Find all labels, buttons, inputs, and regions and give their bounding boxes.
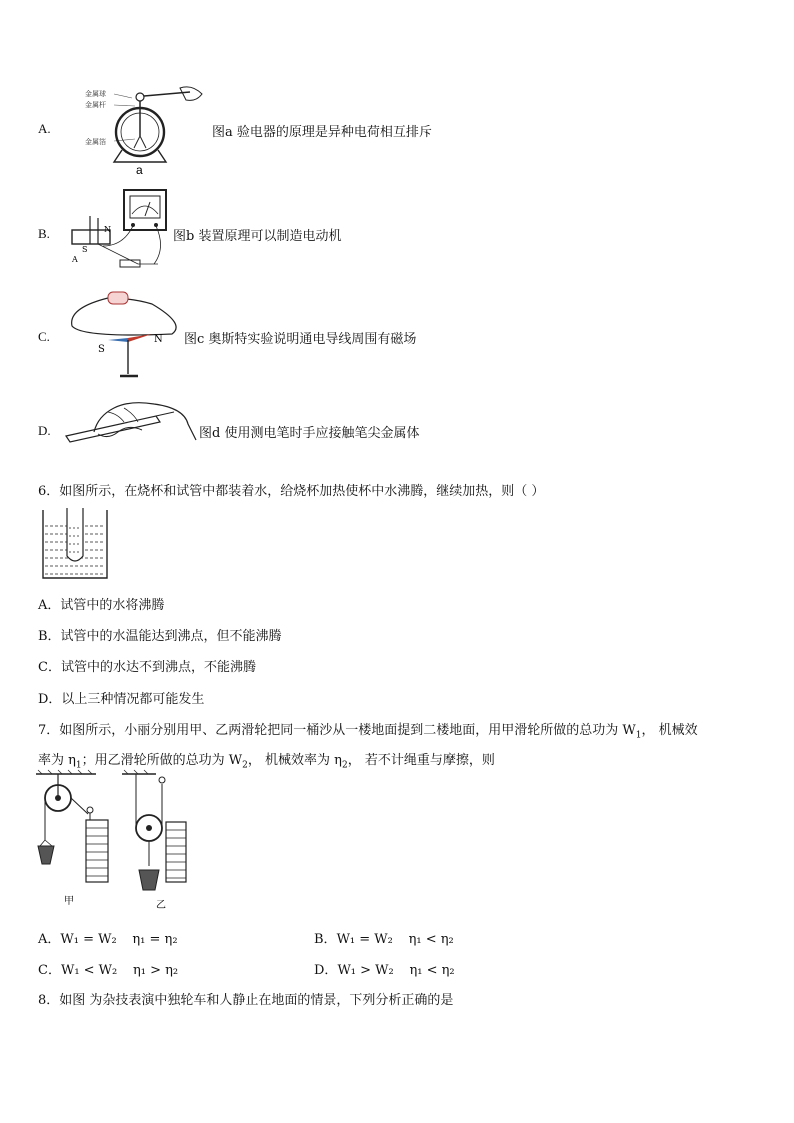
- pulley-figure-yi: [122, 770, 194, 910]
- oersted-figure: [68, 284, 184, 384]
- q7-stem-line2: 率为 $\eta_1$；用乙滑轮所做的总功为 $W_2$， 机械效率为 $\eta_2$， 若不计绳重与摩擦，则: [38, 753, 495, 771]
- fig-a-label-ball: 金属球: [85, 90, 106, 98]
- option-b-letter: B.: [38, 226, 50, 241]
- option-a-letter: A.: [38, 121, 51, 136]
- option-b-caption: 图b 装置原理可以制造电动机: [173, 229, 342, 244]
- q6-option-c: C．试管中的水达不到沸点，不能沸腾: [38, 660, 256, 675]
- q6-option-d: D．以上三种情况都可能发生: [38, 692, 205, 707]
- q6-option-b: B．试管中的水温能达到沸点，但不能沸腾: [38, 629, 282, 644]
- fig-a-caption: a: [136, 163, 143, 177]
- option-d-caption: 图d 使用测电笔时手应接触笔尖金属体: [199, 426, 420, 441]
- option-c-letter: C.: [38, 329, 50, 344]
- fig-b-label-a: A: [72, 255, 78, 264]
- electroscope-figure: [80, 84, 210, 176]
- q7-option-b: B．W₁ = W₂ η₁ < η₂: [314, 932, 454, 947]
- fig-a-label-rod: 金属杆: [85, 101, 106, 109]
- option-d-letter: D.: [38, 423, 51, 438]
- q7-option-d: D．W₁ > W₂ η₁ < η₂: [314, 963, 455, 978]
- fig-b-label-s: S: [82, 245, 88, 254]
- fig-jia-label: 甲: [64, 896, 74, 907]
- fig-b-label-n: N: [104, 225, 111, 234]
- beaker-testtube-figure: [40, 508, 110, 580]
- q7-option-c: C．W₁ < W₂ η₁ > η₂: [38, 963, 179, 978]
- q7-stem-line1: 7．如图所示，小丽分别用甲、乙两滑轮把同一桶沙从一楼地面提到二楼地面，用甲滑轮所做的总功为 $W_1$， 机械效: [38, 723, 698, 741]
- test-pen-figure: [64, 400, 200, 446]
- fig-a-label-foil: 金属箔: [85, 138, 106, 146]
- q6-stem: 6．如图所示，在烧杯和试管中都装着水，给烧杯加热使杯中水沸腾，继续加热，则（ ）: [38, 484, 545, 499]
- q6-option-a: A．试管中的水将沸腾: [38, 598, 165, 613]
- q7-option-a: A．W₁ = W₂ η₁ = η₂: [38, 932, 178, 947]
- q8-stem: 8．如图 为杂技表演中独轮车和人静止在地面的情景，下列分析正确的是: [38, 993, 454, 1008]
- option-a-caption: 图a 验电器的原理是异种电荷相互排斥: [212, 125, 432, 140]
- motor-apparatus-figure: [68, 188, 172, 270]
- fig-c-label-n: N: [154, 334, 163, 345]
- fig-c-label-s: S: [98, 344, 105, 355]
- pulley-figure-jia: [36, 770, 116, 906]
- option-c-caption: 图c 奥斯特实验说明通电导线周围有磁场: [184, 332, 417, 347]
- fig-yi-label: 乙: [156, 900, 166, 911]
